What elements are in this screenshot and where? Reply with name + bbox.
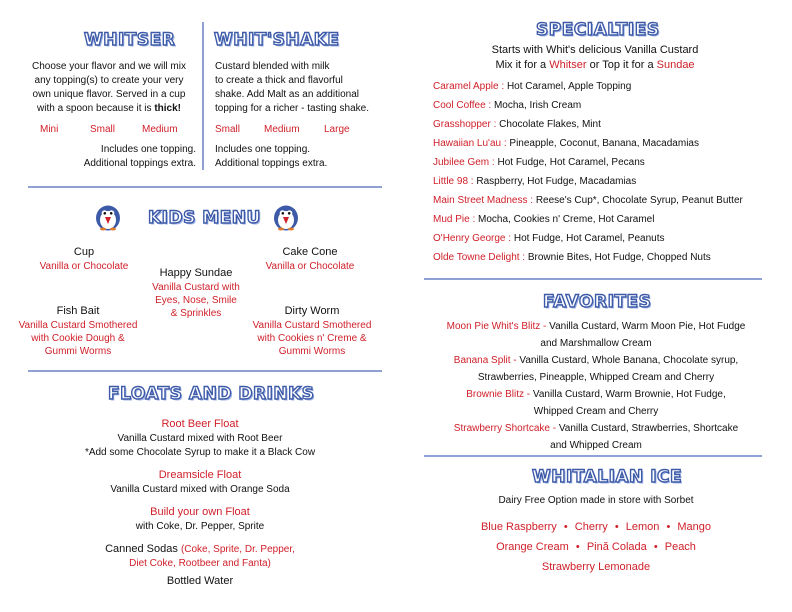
whitser-topping-note — [66, 143, 196, 171]
favorite-line — [424, 386, 768, 403]
section-divider — [424, 278, 762, 280]
penguin-icon — [272, 203, 300, 231]
whitshake-desc-line: topping for a richer - tasting shake. — [215, 103, 369, 114]
specialty-desc: Hot Fudge, Hot Caramel, Pecans — [497, 157, 645, 168]
kids-item-happy-sundae — [136, 266, 256, 320]
float-name: Build your own Float — [150, 506, 250, 518]
specialty-name: Main Street Madness : — [433, 195, 536, 206]
ice-flavor: Orange Cream — [496, 541, 569, 553]
specialty-desc: Raspberry, Hot Fudge, Macadamias — [476, 176, 637, 187]
kids-item-desc: with Cookies n' Creme & — [257, 333, 367, 344]
whitshake-note-line: Includes one topping. — [215, 144, 311, 155]
float-desc: Vanilla Custard mixed with Orange Soda — [110, 484, 290, 495]
whitser-desc-line — [22, 102, 196, 116]
favorite-line — [424, 318, 768, 335]
whitser-title: WHITSER — [84, 30, 176, 50]
ice-flavor: Strawberry Lemonade — [541, 561, 651, 573]
kids-item-desc: Vanilla Custard with — [152, 282, 240, 293]
whitshake-size-option: Medium — [264, 124, 300, 135]
specialties-title: SPECIALTIES — [536, 20, 660, 40]
whitser-desc-line: any topping(s) to create your very — [34, 75, 184, 86]
canned-sodas-name: Canned Sodas — [105, 543, 181, 555]
specialty-desc: Reese's Cup*, Chocolate Syrup, Peanut Butter — [535, 195, 743, 206]
whitshake-desc-line: shake. Add Malt as an additional — [215, 89, 359, 100]
favorites-list — [424, 318, 768, 454]
specialty-name: Cool Coffee : — [433, 100, 494, 111]
favorite-line: Whipped Cream and Cherry — [533, 406, 659, 417]
specialty-desc: Mocha, Cookies n' Creme, Hot Caramel — [478, 214, 655, 225]
whitshake-description — [215, 60, 395, 116]
whitshake-note-line: Additional toppings extra. — [215, 158, 328, 169]
ice-flavor: Mango — [677, 521, 712, 533]
whitshake-topping-note — [215, 143, 365, 171]
favorite-name: Brownie Blitz - — [466, 389, 533, 400]
favorite-name: Strawberry Shortcake - — [453, 423, 559, 434]
favorites-title: FAVORITES — [543, 292, 652, 312]
float-desc: *Add some Chocolate Syrup to make it a Black Cow — [84, 447, 316, 458]
specialty-name: Little 98 : — [433, 176, 477, 187]
intro-whitser: Whitser — [549, 59, 587, 71]
favorite-line: and Marshmallow Cream — [540, 338, 652, 349]
favorite-item — [424, 386, 768, 420]
flavor-bullet: • — [563, 521, 568, 533]
penguin-icon — [94, 203, 122, 231]
kids-item-dirty-worm — [250, 304, 374, 358]
specialty-desc: Hot Fudge, Hot Caramel, Peanuts — [513, 233, 665, 244]
kids-item-name: Cake Cone — [282, 246, 338, 258]
specialty-name: Grasshopper : — [433, 119, 500, 130]
specialty-item — [433, 157, 645, 168]
favorite-line: and Whipped Cream — [550, 440, 642, 451]
intro-text: Mix it for a — [495, 59, 550, 71]
specialty-item — [433, 233, 664, 244]
kids-item-desc: Gummi Worms — [278, 346, 346, 357]
whitser-size-option: Medium — [142, 124, 178, 135]
flavor-bullet: • — [614, 521, 619, 533]
favorite-line — [424, 420, 768, 437]
kids-item-desc: Vanilla Custard Smothered — [252, 320, 372, 331]
canned-sodas-line — [60, 542, 340, 557]
whitalian-ice-title: WHITALIAN ICE — [532, 467, 683, 487]
whitshake-desc-line: to create a thick and flavorful — [215, 75, 343, 86]
specialty-item — [433, 214, 654, 225]
specialty-name: Mud Pie : — [433, 214, 479, 225]
specialty-name: Caramel Apple : — [433, 81, 507, 92]
ice-flavors-row — [424, 559, 768, 575]
canned-sodas-options: Diet Coke, Rootbeer and Fanta) — [129, 558, 271, 569]
specialty-name: Jubilee Gem : — [433, 157, 498, 168]
specialty-desc: Brownie Bites, Hot Fudge, Chopped Nuts — [527, 252, 711, 263]
specialties-intro-line: Starts with Whit's delicious Vanilla Custard — [491, 44, 699, 56]
kids-item-name: Happy Sundae — [159, 267, 233, 279]
specialty-item — [433, 138, 699, 149]
whitser-desc-line: Choose your flavor and we will mix — [32, 61, 186, 72]
favorite-line — [424, 352, 768, 369]
kids-item-desc: Vanilla or Chocolate — [265, 261, 355, 272]
specialty-item — [433, 195, 743, 206]
whitser-description — [22, 60, 196, 116]
specialty-desc: Hot Caramel, Apple Topping — [506, 81, 632, 92]
whitser-desc-line: own unique flavor. Served in a cup — [32, 89, 186, 100]
specialty-desc: Chocolate Flakes, Mint — [499, 119, 601, 130]
favorite-desc: Vanilla Custard, Strawberries, Shortcake — [558, 423, 739, 434]
whitalian-ice-intro: Dairy Free Option made in store with Sorbet — [498, 495, 694, 506]
canned-sodas-options: (Coke, Sprite, Dr. Pepper, — [180, 544, 295, 555]
ice-flavor: Cherry — [574, 521, 608, 533]
whitshake-size-option: Large — [324, 124, 350, 135]
float-name: Root Beer Float — [161, 418, 239, 430]
ice-flavor: Peach — [664, 541, 696, 553]
ice-flavor: Blue Raspberry — [480, 521, 557, 533]
intro-sundae: Sundae — [656, 59, 695, 71]
kids-item-name: Dirty Worm — [284, 305, 340, 317]
favorite-desc: Vanilla Custard, Warm Moon Pie, Hot Fudge — [549, 321, 746, 332]
column-divider — [202, 22, 204, 170]
kids-item-desc: & Sprinkles — [170, 308, 222, 319]
whitshake-size-option: Small — [215, 124, 241, 135]
favorite-item — [424, 318, 768, 352]
flavor-bullet: • — [666, 521, 671, 533]
floats-list — [60, 417, 340, 589]
kids-item-desc: Vanilla Custard Smothered — [18, 320, 138, 331]
kids-item-desc: Vanilla or Chocolate — [39, 261, 129, 272]
intro-text: or Top it for a — [586, 59, 657, 71]
kids-menu-title: KIDS MENU — [148, 208, 261, 228]
kids-item-fish-bait — [18, 304, 138, 358]
specialty-item — [433, 81, 631, 92]
whitshake-desc-line: Custard blended with milk — [215, 61, 330, 72]
float-name: Dreamsicle Float — [158, 469, 242, 481]
favorite-item — [424, 420, 768, 454]
specialty-name: O'Henry George : — [433, 233, 514, 244]
favorite-item — [424, 352, 768, 386]
kids-item-name: Cup — [73, 246, 95, 258]
flavor-bullet: • — [653, 541, 658, 553]
specialties-intro — [430, 43, 760, 73]
whitser-size-option: Mini — [40, 124, 59, 135]
kids-item-desc: Gummi Worms — [44, 346, 112, 357]
floats-title: FLOATS AND DRINKS — [108, 384, 315, 404]
kids-item-desc: with Cookie Dough & — [31, 333, 125, 344]
favorite-desc: Vanilla Custard, Whole Banana, Chocolate syrup, — [519, 355, 739, 366]
section-divider — [424, 455, 762, 457]
ice-flavors-row — [424, 539, 768, 555]
section-divider — [28, 370, 382, 372]
flavor-bullet: • — [575, 541, 580, 553]
specialties-intro-line — [430, 58, 760, 73]
specialty-item — [433, 176, 636, 187]
kids-item-cup — [24, 245, 144, 274]
specialty-desc: Pineapple, Coconut, Banana, Macadamias — [509, 138, 699, 149]
float-desc: with Coke, Dr. Pepper, Sprite — [135, 521, 265, 532]
specialty-name: Hawaiian Lu'au : — [433, 138, 510, 149]
favorite-name: Banana Split - — [453, 355, 520, 366]
specialty-item — [433, 100, 581, 111]
specialty-desc: Mocha, Irish Cream — [493, 100, 582, 111]
whitser-note-line: Includes one topping. — [100, 144, 196, 155]
kids-item-name: Fish Bait — [56, 305, 100, 317]
section-divider — [28, 186, 382, 188]
ice-flavor: Lemon — [625, 521, 660, 533]
bottled-water: Bottled Water — [166, 575, 234, 587]
ice-flavors-row — [424, 519, 768, 535]
favorite-line: Strawberries, Pineapple, Whipped Cream and Cherry — [477, 372, 715, 383]
whitser-desc-text: with a spoon because it is — [37, 103, 155, 114]
favorite-desc: Vanilla Custard, Warm Brownie, Hot Fudge, — [532, 389, 726, 400]
specialty-item — [433, 119, 601, 130]
kids-item-cake-cone — [250, 245, 370, 274]
ice-flavor: Pină Colada — [586, 541, 647, 553]
specialty-item — [433, 252, 711, 263]
float-desc: Vanilla Custard mixed with Root Beer — [117, 433, 283, 444]
whitser-note-line: Additional toppings extra. — [83, 158, 196, 169]
whitshake-title: WHIT'SHAKE — [214, 30, 340, 50]
specialty-name: Olde Towne Delight : — [433, 252, 528, 263]
whitser-desc-bold: thick! — [154, 103, 181, 114]
favorite-name: Moon Pie Whit's Blitz - — [446, 321, 550, 332]
kids-item-desc: Eyes, Nose, Smile — [155, 295, 237, 306]
whitser-size-option: Small — [90, 124, 116, 135]
